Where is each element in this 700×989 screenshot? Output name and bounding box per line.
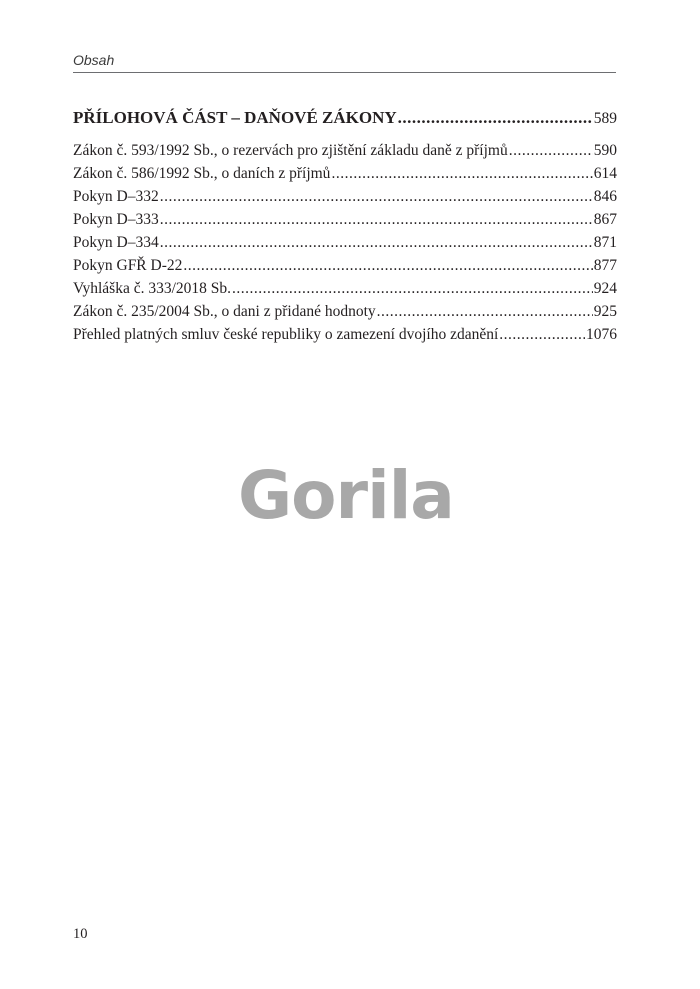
dot-leader (183, 254, 592, 277)
toc-entry-title: Pokyn D–334 (73, 234, 159, 251)
dot-leader (160, 208, 593, 231)
toc-part-title: PŘÍLOHOVÁ ČÁST – DAŇOVÉ ZÁKONY (73, 108, 397, 127)
dot-leader (331, 162, 592, 185)
toc-part-heading (73, 106, 617, 131)
dot-leader (509, 139, 593, 162)
toc-entry (73, 185, 617, 208)
table-of-contents (73, 106, 617, 346)
toc-entry-title: Zákon č. 586/1992 Sb., o daních z příjmů (73, 165, 331, 182)
toc-entry-title: Zákon č. 235/2004 Sb., o dani z přidané hodnoty (73, 303, 376, 320)
toc-entry-page: 877 (593, 257, 617, 274)
toc-entry-title: Pokyn GFŘ D-22 (73, 257, 183, 274)
toc-entry (73, 139, 617, 162)
toc-entry (73, 208, 617, 231)
toc-entry (73, 231, 617, 254)
page-number: 10 (73, 926, 88, 942)
toc-entry (73, 277, 617, 300)
toc-entry-page: 846 (593, 188, 617, 205)
toc-entry-page: 1076 (586, 326, 617, 343)
toc-entry-title: Pokyn D–333 (73, 211, 159, 228)
dot-leader (160, 231, 593, 254)
dot-leader (232, 277, 593, 300)
dot-leader (377, 300, 593, 323)
dot-leader (398, 106, 593, 130)
toc-entry-page: 590 (593, 142, 617, 159)
dot-leader (160, 185, 593, 208)
running-header (73, 52, 616, 73)
toc-entry-title: Zákon č. 593/1992 Sb., o rezervách pro zjištění základu daně z příjmů (73, 142, 508, 159)
toc-entry-page: 614 (593, 165, 617, 182)
toc-entry-title: Vyhláška č. 333/2018 Sb. (73, 280, 232, 297)
toc-entry (73, 300, 617, 323)
toc-entry-title: Přehled platných smluv české republiky o zamezení dvojího zdanění (73, 326, 499, 343)
toc-entry (73, 254, 617, 277)
toc-entry-page: 924 (593, 280, 617, 297)
toc-entry-page: 871 (593, 234, 617, 251)
toc-entry-title: Pokyn D–332 (73, 188, 159, 205)
toc-entry (73, 323, 617, 346)
toc-entry (73, 162, 617, 185)
toc-entry-page: 925 (593, 303, 617, 320)
gorila-logo-watermark: Gorila (238, 457, 454, 534)
toc-part-page: 589 (593, 110, 617, 127)
toc-entry-page: 867 (593, 211, 617, 228)
dot-leader (499, 323, 585, 346)
running-title: Obsah (73, 52, 115, 68)
